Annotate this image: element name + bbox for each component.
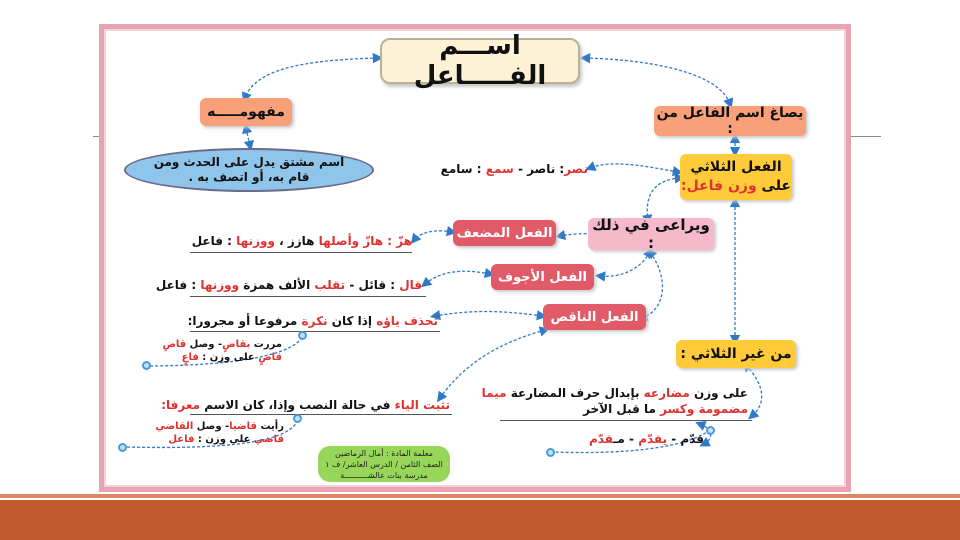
defective-rule1: تحذف ياؤه إذا كان نكرة مرفوعا أو مجرورا: <box>187 314 438 328</box>
non-triliteral-rule-underline <box>500 420 752 421</box>
formed-from-box: يصاغ اسم الفاعل من : <box>654 106 806 136</box>
bullet-dot-2 <box>142 361 151 370</box>
triliteral-box <box>680 154 792 200</box>
footer-bar <box>0 500 960 540</box>
arrow-nontriliteral-rule <box>746 365 762 416</box>
bullet-dot-3 <box>293 414 302 423</box>
arrow-hollow-example <box>425 271 490 284</box>
triliteral-examples: نصر: ناصر - سمع : سامع <box>440 162 588 176</box>
arrow-doubled-example <box>414 231 452 240</box>
hollow-underline <box>190 296 426 297</box>
arrow-title-concept <box>245 58 378 98</box>
doubled-verb-box: الفعل المضعف <box>453 220 556 246</box>
footer-accent-line <box>0 494 960 498</box>
credit-teacher: معلمة المادة : أمال الرماضين <box>335 448 433 458</box>
page-title: اســـم الفـــــاعل <box>380 38 580 84</box>
defective-example2: رأيت قاضيا- وصل القاضي قاضي على وزن : فاعل <box>155 421 284 445</box>
arrow-defective-rule1 <box>435 312 542 317</box>
non-triliteral-example: قدّم - يقدّم - مـقدّم <box>588 432 704 446</box>
arrow-observe-hollow <box>600 252 650 276</box>
triliteral-line2: على وزن فاعل: <box>681 178 791 194</box>
triliteral-line1: الفعل الثلاثي <box>690 159 782 175</box>
credit-class: الصف الثامن / الدرس العاشر/ ف ١ <box>325 459 443 469</box>
defective-rule1-underline <box>190 331 440 332</box>
hollow-example: قال : قائل - تقلب الألف همزة ووزنها : فاعل <box>155 278 422 292</box>
arrow-title-formed <box>585 58 730 104</box>
credit-box <box>318 446 450 482</box>
defective-rule2: تثبت الياء في حالة النصب وإذا، كان الاسم معرفا: <box>161 398 450 412</box>
definition-text: اسم مشتق يدل على الحدث ومن قام به، أو اتصف به . <box>153 155 345 184</box>
doubled-underline <box>190 252 412 253</box>
concept-box: مفهومـــــه <box>200 98 292 126</box>
bullet-dot-4 <box>118 443 127 452</box>
arrow-triliteral-examples <box>590 164 678 172</box>
bullet-dot-5 <box>706 426 715 435</box>
defective-rule2-underline <box>190 414 452 415</box>
defective-verb-box: الفعل الناقص <box>543 304 646 330</box>
non-triliteral-rule: على وزن مضارعه بإبدال حرف المضارعة ميما مضمومة وكسر ما قبل الآخر <box>481 386 748 416</box>
arrow-concept-definition <box>246 128 250 146</box>
credit-school: مدرسة بنات عالشــــــــــة <box>340 470 428 480</box>
defective-example1: مررت بقاضٍ- وصل قاضِ قاضٍ على وزن : فاعٍ <box>162 339 282 363</box>
doubled-example: هزّ : هازّ وأصلها هازز ، ووزنها : فاعل <box>191 234 412 248</box>
bullet-dot-1 <box>298 331 307 340</box>
non-triliteral-box: من غير الثلاثي : <box>676 340 796 368</box>
hollow-verb-box: الفعل الأجوف <box>491 264 594 290</box>
observe-box: ويراعى في ذلك : <box>588 218 714 250</box>
bullet-dot-6 <box>546 448 555 457</box>
arrow-triliteral-observe <box>647 178 680 220</box>
definition-ellipse <box>124 148 374 192</box>
